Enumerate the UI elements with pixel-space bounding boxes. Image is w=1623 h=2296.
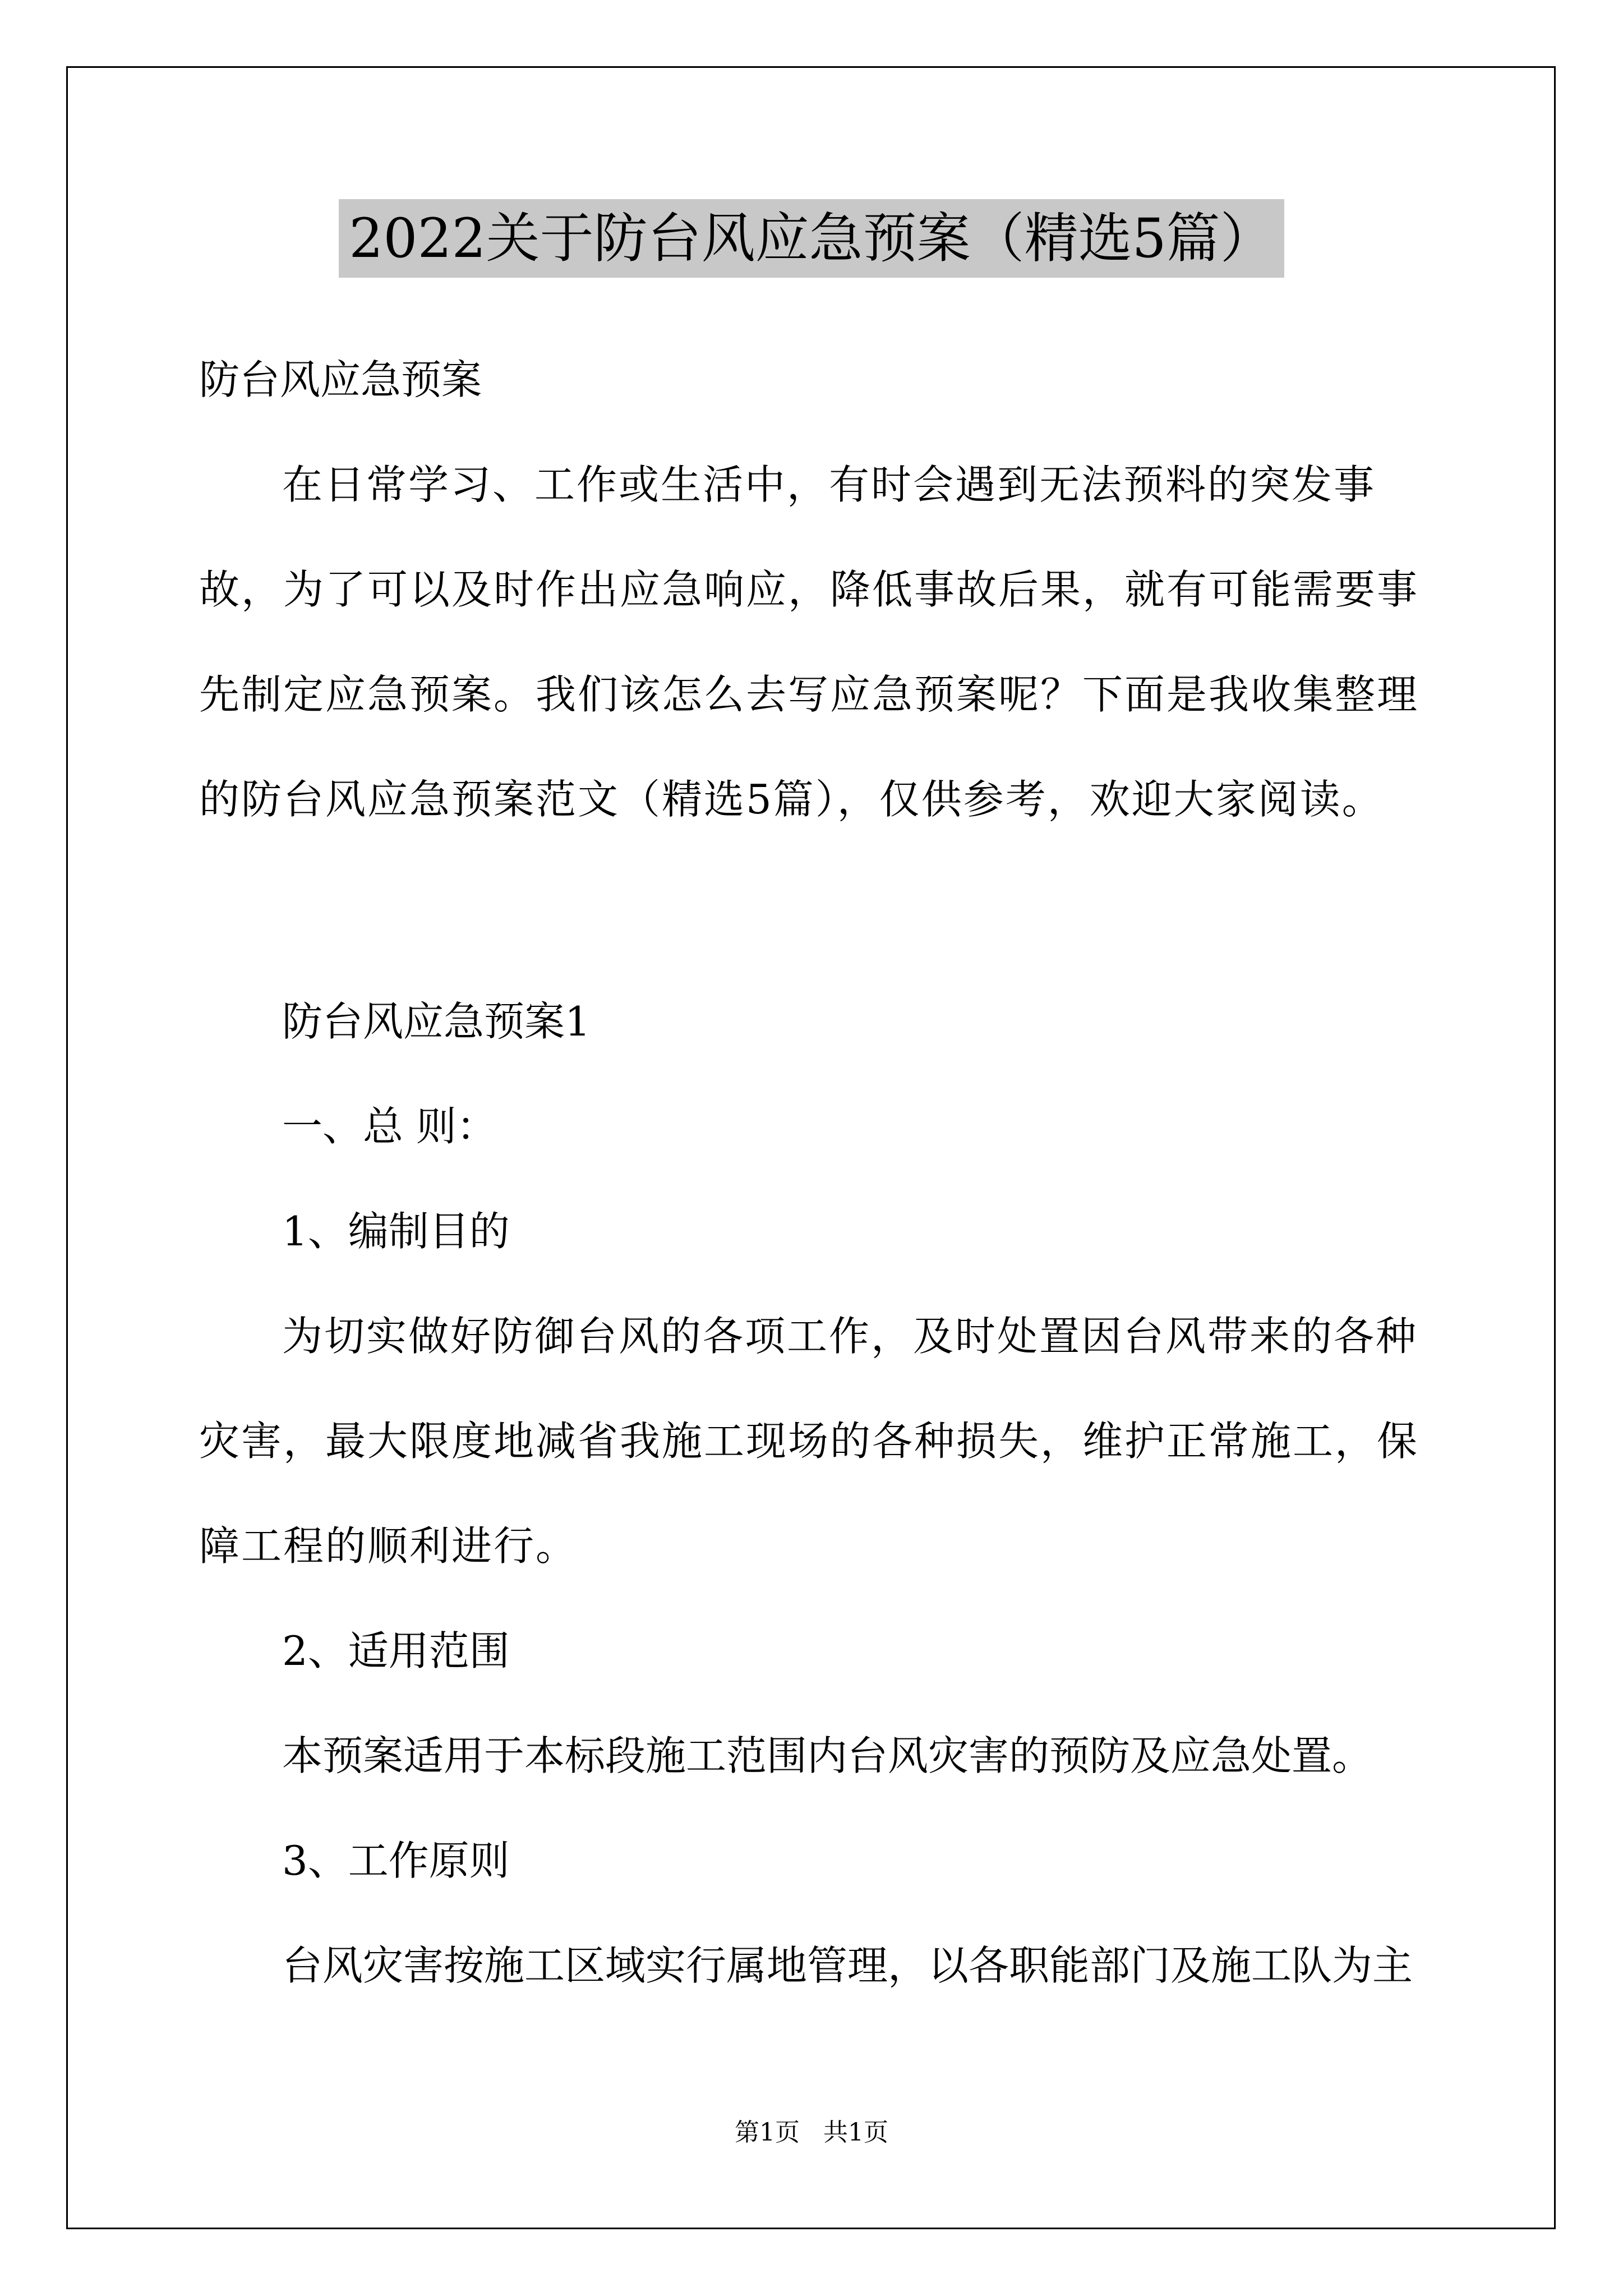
subtitle: 防台风应急预案 xyxy=(199,356,482,403)
section-title: 防台风应急预案1 xyxy=(282,998,591,1045)
heading-general-rules: 一、总 则： xyxy=(282,1103,497,1150)
item-2-title: 2、适用范围 xyxy=(282,1627,510,1674)
item-3-title: 3、工作原则 xyxy=(282,1837,510,1884)
page-footer: 第1页 共1页 xyxy=(735,2118,888,2147)
item-1-title: 1、编制目的 xyxy=(282,1208,510,1255)
item-1-paragraph: 为切实做好防御台风的各项工作，及时处置因台风带来的各种灾害，最大限度地减省我施工现场的各种损失，维护正常施工，保障工程的顺利进行。 xyxy=(199,1313,1419,1570)
item-2-paragraph: 本预案适用于本标段施工范围内台风灾害的预防及应急处置。 xyxy=(282,1732,1373,1779)
document-title: 2022关于防台风应急预案（精选5篇） xyxy=(339,199,1284,278)
intro-paragraph: 在日常学习、工作或生活中，有时会遇到无法预料的突发事故，为了可以及时作出应急响应，降低事故后果，就有可能需要事先制定应急预案。我们该怎么去写应急预案呢？下面是我收集整理的防台风应急预案范文（精选5篇），仅供参考，欢迎大家阅读。 xyxy=(199,461,1419,823)
title-container xyxy=(0,199,1623,278)
item-3-paragraph: 台风灾害按施工区域实行属地管理，以各职能部门及施工队为主 xyxy=(282,1942,1413,1989)
